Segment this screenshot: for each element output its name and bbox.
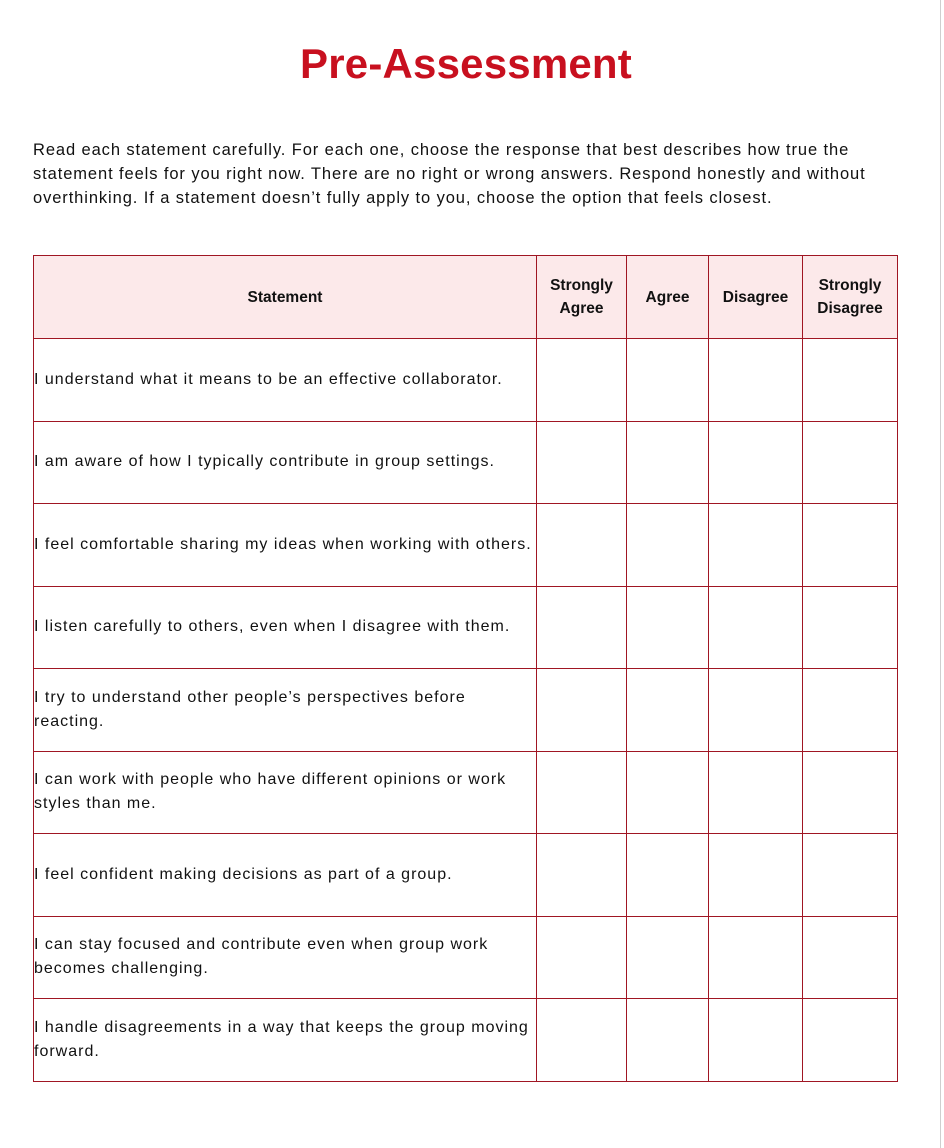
response-cell-disagree[interactable] <box>709 751 803 834</box>
statement-cell: I listen carefully to others, even when I disagree with them. <box>34 586 537 669</box>
table-body <box>34 339 898 1082</box>
response-cell-strongly-disagree[interactable] <box>803 504 898 587</box>
response-cell-strongly-agree[interactable] <box>537 421 627 504</box>
response-cell-agree[interactable] <box>627 586 709 669</box>
response-cell-agree[interactable] <box>627 916 709 999</box>
table-row <box>34 751 898 834</box>
response-cell-strongly-disagree[interactable] <box>803 669 898 752</box>
column-header-disagree: Disagree <box>709 256 803 339</box>
response-cell-strongly-disagree[interactable] <box>803 586 898 669</box>
response-cell-disagree[interactable] <box>709 339 803 422</box>
response-cell-disagree[interactable] <box>709 834 803 917</box>
table-row <box>34 916 898 999</box>
instructions-paragraph: Read each statement carefully. For each one, choose the response that best describes how true the statement feels for you right now. There are no right or wrong answers. Respond honestly and without overthinking. If a statement doesn’t fully apply to you, choose the option that feels closest. <box>33 141 866 207</box>
table-row <box>34 586 898 669</box>
response-cell-strongly-agree[interactable] <box>537 504 627 587</box>
response-cell-disagree[interactable] <box>709 421 803 504</box>
response-cell-agree[interactable] <box>627 834 709 917</box>
response-cell-strongly-disagree[interactable] <box>803 834 898 917</box>
response-cell-strongly-disagree[interactable] <box>803 751 898 834</box>
table-row <box>34 339 898 422</box>
response-cell-strongly-disagree[interactable] <box>803 339 898 422</box>
response-cell-strongly-disagree[interactable] <box>803 916 898 999</box>
page-title: Pre-Assessment <box>300 40 632 87</box>
statement-cell: I can work with people who have different opinions or work styles than me. <box>34 751 537 834</box>
table-row <box>34 504 898 587</box>
column-header-strongly-agree <box>537 256 627 339</box>
header-strongly-agree-label: Strongly Agree <box>550 277 613 317</box>
column-header-statement: Statement <box>34 256 537 339</box>
response-cell-disagree[interactable] <box>709 999 803 1082</box>
statement-cell: I am aware of how I typically contribute in group settings. <box>34 421 537 504</box>
header-row <box>34 256 898 339</box>
column-header-agree: Agree <box>627 256 709 339</box>
assessment-table <box>33 255 898 1082</box>
response-cell-strongly-agree[interactable] <box>537 999 627 1082</box>
table-header <box>34 256 898 339</box>
response-cell-strongly-agree[interactable] <box>537 586 627 669</box>
table-row <box>34 834 898 917</box>
statement-cell: I feel confident making decisions as part of a group. <box>34 834 537 917</box>
response-cell-strongly-disagree[interactable] <box>803 999 898 1082</box>
statement-cell: I handle disagreements in a way that keeps the group moving forward. <box>34 999 537 1082</box>
table-row <box>34 669 898 752</box>
header-strongly-disagree-label: Strongly Disagree <box>817 277 883 317</box>
response-cell-disagree[interactable] <box>709 669 803 752</box>
response-cell-strongly-disagree[interactable] <box>803 421 898 504</box>
response-cell-agree[interactable] <box>627 339 709 422</box>
statement-cell: I understand what it means to be an effective collaborator. <box>34 339 537 422</box>
response-cell-disagree[interactable] <box>709 586 803 669</box>
statement-cell: I can stay focused and contribute even when group work becomes challenging. <box>34 916 537 999</box>
response-cell-agree[interactable] <box>627 421 709 504</box>
response-cell-agree[interactable] <box>627 999 709 1082</box>
page-edge-divider <box>940 0 941 1148</box>
table-row <box>34 421 898 504</box>
table-row <box>34 999 898 1082</box>
response-cell-strongly-agree[interactable] <box>537 339 627 422</box>
response-cell-strongly-agree[interactable] <box>537 834 627 917</box>
response-cell-agree[interactable] <box>627 669 709 752</box>
column-header-strongly-disagree <box>803 256 898 339</box>
response-cell-disagree[interactable] <box>709 916 803 999</box>
response-cell-strongly-agree[interactable] <box>537 751 627 834</box>
statement-cell: I try to understand other people’s perspectives before reacting. <box>34 669 537 752</box>
statement-cell: I feel comfortable sharing my ideas when working with others. <box>34 504 537 587</box>
response-cell-strongly-agree[interactable] <box>537 916 627 999</box>
response-cell-disagree[interactable] <box>709 504 803 587</box>
response-cell-agree[interactable] <box>627 751 709 834</box>
response-cell-agree[interactable] <box>627 504 709 587</box>
response-cell-strongly-agree[interactable] <box>537 669 627 752</box>
